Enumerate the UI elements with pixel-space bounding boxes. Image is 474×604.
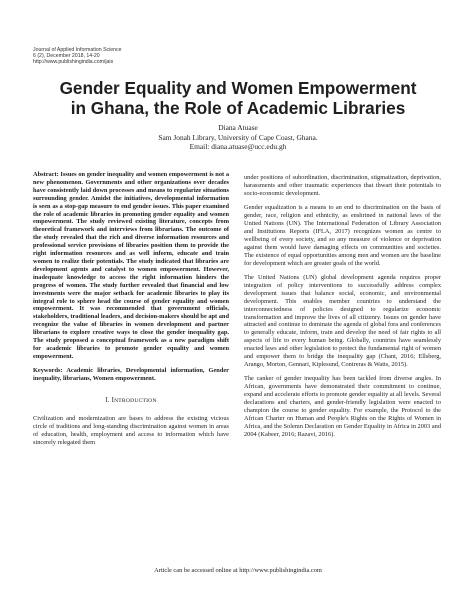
intro-paragraph-3: The United Nations (UN) global development agenda requires proper integration of policy interventions to successfully address complex development issues that balance social, economic, and environmental development. This enables member countries to understand the interconnectedness of policies designed to regularize economic transformation and improve the lives of all citizenry. Issues on gender have attracted and continue to dominate the agenda of global fora and conferences to generally educate, inform, train and develop the need of fair rights to all aspects of life to every human being. Globally, countries have seamlessly enacted laws and other legislation to protect the fundamental right of women and empower them to bridge the inequality gap (Chant, 2016; Ellsberg, Arango, Morton, Gennari, Kiplesund, Contreras & Watts, 2015). <box>244 273 441 368</box>
journal-issue: 6 (2), December 2018, 14-20 <box>33 53 100 60</box>
intro-continuation: under positions of subordination, discrimination, stigmatization, deprivation, harassments and other traumatic experiences that thwart their potentials to socio-economic development. <box>244 174 441 197</box>
keywords-text: Keywords: Academic libraries, Developmental information, Gender inequality, librarians, Women empowerment. <box>33 367 229 383</box>
abstract-text: Abstract: Issues on gender inequality and women empowerment is not a new phenomenon. Governments and other organizations over decades have consistently laid down processes and means to regularize situations surrounding gender. Amidst the initiatives, developmental information is seen as a stop-gap measure to end gender issues. This paper examined the role of academic libraries in promoting gender equality and women empowerment. The study reviewed existing literature, concepts from theoretical framework and interviews from librarians. The outcome of the study revealed that the rich and diverse information resources and professional service provisions of libraries position them to provide the right information resources and as well inform, educate and train women to realize their potentials. The study indicated that libraries are development agents and catalyst to women empowerment. However, inadequate knowledge to access the right information hinders the progress of women. The study further revealed that financial and low investments were the major setback for academic libraries to play its integral role to sphere head the course of gender equality and women empowerment. It was recommended that government officials, stakeholders, traditional leaders, and decision-makers should be apt and recognize the value of libraries in women development and partner librarians to explore creative ways to close the gender inequality gap. The study proposed a conceptual framework as a new paradigm shift for academic libraries to promote gender equality and women empowerment. <box>33 171 229 360</box>
introduction-heading <box>33 396 229 406</box>
title-line-2: in Ghana, the Role of Academic Libraries <box>70 97 406 118</box>
intro-paragraph-2: Gender equalization is a means to an end to discrimination on the basis of gender, race, religion and ethnicity, as enshrined in national laws of the United Nations (UN). The International Federation of Library Association and Institutions Reports (IFLA, 2017) recognizes women as centre to wellbeing of every society, and so any measure of violence or deprivation against them would have damaging effects on communities and societies. The existence of equal opportunities among men and women are the baseline for development which are greater goals of the world. <box>244 204 441 267</box>
heading-numeral: I. <box>105 397 110 405</box>
journal-url[interactable]: http://www.publishingindia.com/jais <box>33 59 114 66</box>
journal-name: Journal of Applied Information Science <box>33 47 122 53</box>
author-affiliation: Sam Jonah Library, University of Cape Coast, Ghana. <box>158 132 318 142</box>
heading-rest: NTRODUCTION <box>114 398 157 405</box>
right-column <box>244 174 441 445</box>
journal-header <box>33 47 122 66</box>
intro-paragraph-4: The canker of gender inequality has been tackled from diverse angles. In African, governments have demonstrated their commitment to continue, expand and accelerate efforts to promote gender equality at all levels. Several declarations and charters, and gender-friendly legislation were enacted to champion the course to gender equality. For example, the Protocol to the African Charter on Human and People's Rights on the Rights of Women in Africa, and the Solemn Declaration on Gender Equality in Africa in 2003 and 2004 (Kabeer, 2016; Razavi, 2016). <box>244 375 441 438</box>
author-name: Diana Atuase <box>218 123 258 132</box>
title-line-1: Gender Equality and Women Empowerment <box>59 78 417 98</box>
left-column <box>33 171 229 453</box>
paper-title <box>33 79 443 118</box>
author-email[interactable]: Email: diana.atuase@ucc.edu.gh <box>189 142 287 152</box>
author-block <box>33 123 443 152</box>
page-footer: Article can be accessed online at http://www.publishingindia.com <box>154 567 322 574</box>
heading-first-letter: I <box>111 397 115 405</box>
intro-paragraph-1: Civilization and modernization are bases to address the existing vicious circle of traditions and long-standing discrimination against women in areas of education, health, employment and access to information which have sincerely relegated them <box>33 415 229 446</box>
